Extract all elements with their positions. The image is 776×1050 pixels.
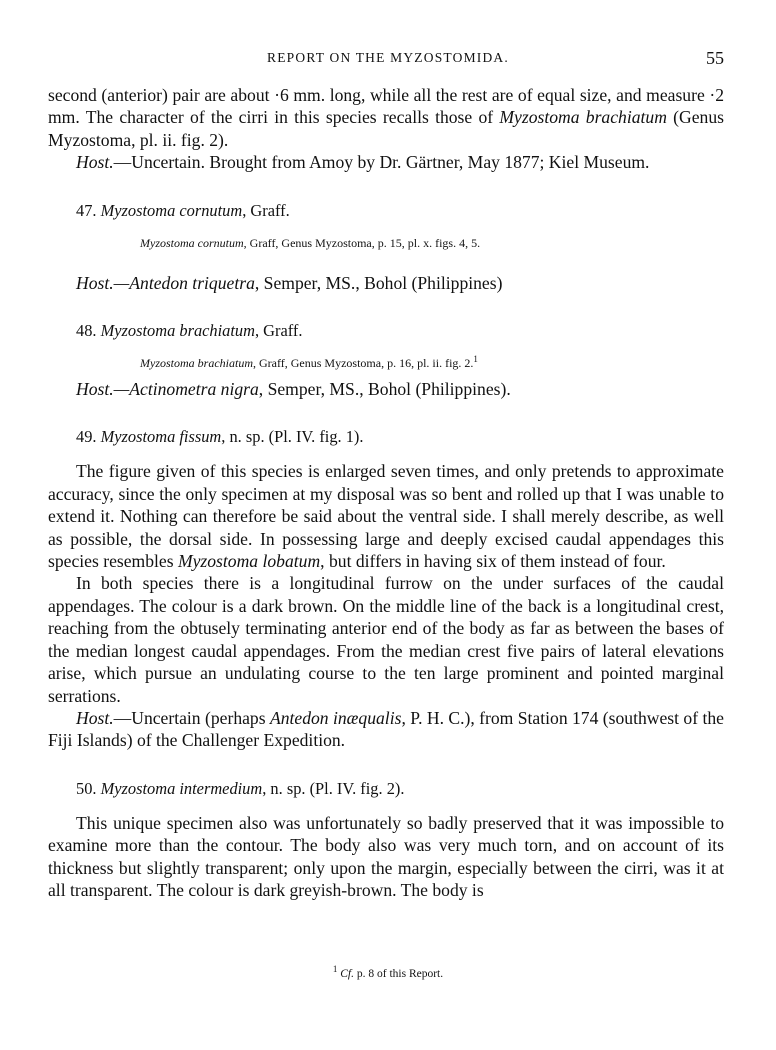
paragraph-49-2: In both species there is a longitudinal furrow on the under surfaces of the caudal appendages. The colour is a dark brown. On the middle line of the back is a longitudinal crest, reaching from the obtusely terminating anterior end of the body as far as between the bases of the median longest caudal appendages. From the median crest five pairs of lateral elevations arise, which pursue an undulating course to the ten large prominent and pointed marginal serrations. (48, 573, 724, 706)
running-head-title: REPORT ON THE MYZOSTOMIDA. (267, 50, 509, 65)
running-header (0, 48, 776, 68)
species-heading-47: 47. Myzostoma cornutum, Graff. (76, 200, 290, 220)
species-heading-49: 49. Myzostoma fissum, n. sp. (Pl. IV. fig. 1). (76, 427, 364, 447)
page-number: 55 (706, 48, 724, 68)
host-note-49: Host.—Uncertain (perhaps Antedon inæqualis, P. H. C.), from Station 174 (southwest of the Fiji Islands) of the Challenger Expedition. (48, 707, 724, 751)
paragraph-continued: second (anterior) pair are about ·6 mm. long, while all the rest are of equal size, and measure ·2 mm. The character of the cirri in this species recalls those of Myzostoma brachiatum (Genus Myzostoma, pl. ii. fig. 2). (48, 85, 724, 150)
species-heading-50: 50. Myzostoma intermedium, n. sp. (Pl. IV. fig. 2). (76, 778, 405, 798)
paragraph-50: This unique specimen also was unfortunately so badly preserved that it was impossible to examine more than the contour. The body also was very much torn, and on account of its thickness but slightly transparent; only upon the margin, especially between the cirri, was it at all transparent. The colour is dark greyish-brown. The body is (48, 812, 724, 900)
paragraph-49-1: The figure given of this species is enlarged seven times, and only pretends to approximate accuracy, since the only specimen at my disposal was so bent and rolled up that I was unable to extend it. Nothing can therefore be said about the ventral side. I shall merely describe, as well as possible, the dorsal side. In possessing large and deeply excised caudal appendages this species resembles Myzostoma lobatum, but differs in having six of them instead of four. (48, 461, 724, 572)
host-note-47: Host.—Antedon triquetra, Semper, MS., Bohol (Philippines) (76, 272, 503, 293)
reference-47: Myzostoma cornutum, Graff, Genus Myzostoma, p. 15, pl. x. figs. 4, 5. (140, 235, 481, 250)
page-body (48, 84, 724, 901)
host-note-46: Host.—Uncertain. Brought from Amoy by Dr. Gärtner, May 1877; Kiel Museum. (76, 152, 650, 173)
host-note-48: Host.—Actinometra nigra, Semper, MS., Bohol (Philippines). (76, 379, 511, 400)
reference-48: Myzostoma brachiatum, Graff, Genus Myzostoma, p. 16, pl. ii. fig. 2.$^1$ (140, 354, 478, 371)
footnote: $^1$ Cf. p. 8 of this Report. (332, 964, 444, 980)
species-heading-48: 48. Myzostoma brachiatum, Graff. (76, 321, 303, 341)
footnote-marker: 1 (473, 354, 478, 365)
